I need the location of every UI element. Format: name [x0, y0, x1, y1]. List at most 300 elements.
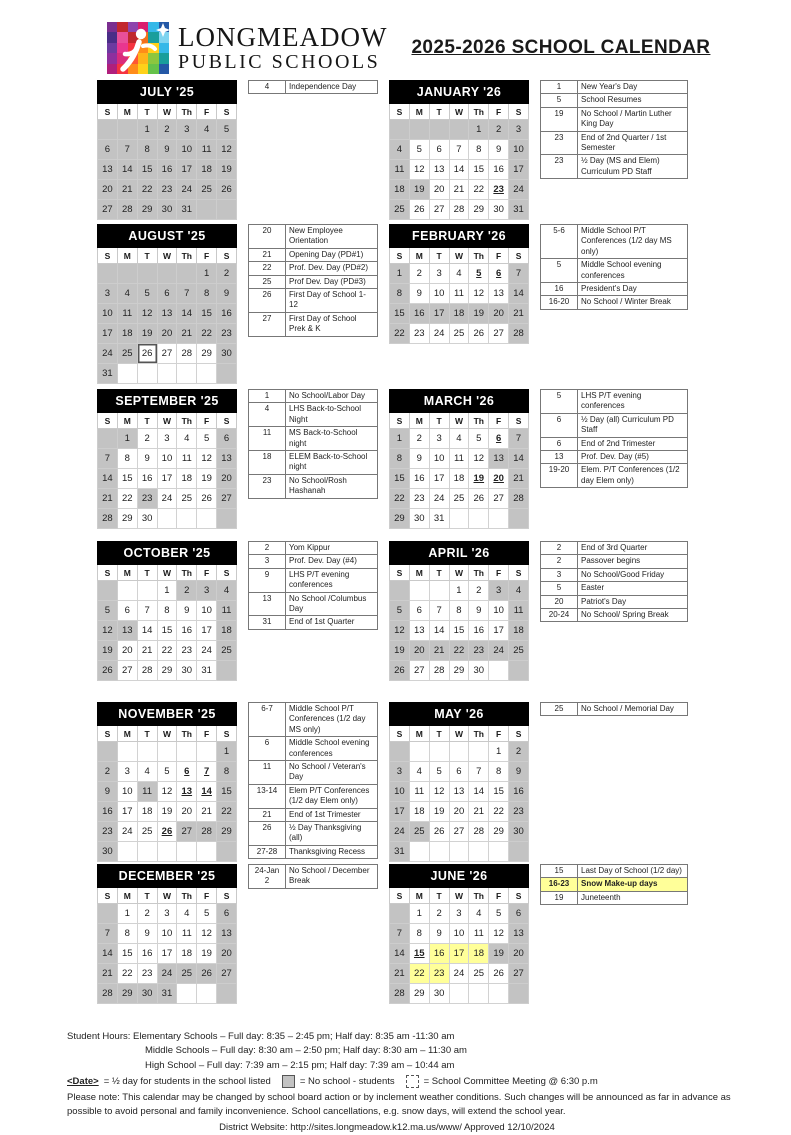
- day-cell: 10: [157, 924, 177, 944]
- day-cell: 4: [177, 429, 197, 449]
- day-of-week-header: T: [137, 888, 157, 904]
- day-cell: 15: [409, 944, 429, 964]
- day-cell: 18: [117, 324, 137, 344]
- day-cell: 13: [429, 160, 449, 180]
- day-cell: 1: [489, 742, 509, 762]
- note-text: No School/Good Friday: [578, 568, 688, 581]
- day-cell: 9: [98, 782, 118, 802]
- note-text: Thanksgiving Recess: [286, 845, 378, 858]
- day-cell: 29: [390, 509, 410, 529]
- month-title: OCTOBER '25: [98, 542, 237, 565]
- day-cell: 12: [197, 924, 217, 944]
- notes-slot-april: [540, 541, 688, 622]
- note-date: 16-20: [541, 296, 578, 309]
- day-cell: 23: [157, 180, 177, 200]
- day-cell: 30: [217, 344, 237, 364]
- day-of-week-header: W: [449, 726, 469, 742]
- day-of-week-header: W: [449, 104, 469, 120]
- day-cell: 20: [489, 304, 509, 324]
- day-cell: 26: [390, 661, 410, 681]
- day-cell: 19: [197, 944, 217, 964]
- day-cell: 6: [177, 762, 197, 782]
- note-date: 24-Jan 2: [249, 865, 286, 889]
- note-text: No School / Veteran's Day: [286, 760, 378, 784]
- day-cell: 9: [509, 762, 529, 782]
- day-of-week-header: M: [409, 248, 429, 264]
- day-of-week-header: S: [217, 248, 237, 264]
- day-cell: 11: [449, 284, 469, 304]
- day-cell: 14: [469, 782, 489, 802]
- day-cell: 21: [429, 641, 449, 661]
- day-cell: 15: [137, 160, 157, 180]
- day-of-week-header: S: [509, 726, 529, 742]
- day-cell: 30: [469, 661, 489, 681]
- note-text: First Day of School 1-12: [286, 288, 378, 312]
- day-cell: 8: [197, 284, 217, 304]
- month-calendar-august-25: [97, 224, 237, 384]
- day-cell: 28: [177, 344, 197, 364]
- note-date: 23: [541, 131, 578, 155]
- day-cell: 17: [390, 802, 410, 822]
- day-cell: 4: [449, 264, 469, 284]
- month-slot-march: [389, 389, 529, 529]
- month-slot-july: [97, 80, 237, 220]
- day-cell: 22: [157, 641, 177, 661]
- note-text: Easter: [578, 582, 688, 595]
- day-cell: 6: [117, 601, 137, 621]
- day-cell: 5: [137, 284, 157, 304]
- note-date: 5: [541, 390, 578, 414]
- month-title: FEBRUARY '26: [390, 225, 529, 248]
- day-cell: 2: [217, 264, 237, 284]
- note-text: First Day of School Prek & K: [286, 312, 378, 336]
- day-cell: [449, 984, 469, 1004]
- district-name-line1: LONGMEADOW: [178, 22, 388, 53]
- legend-date-label: <Date>: [67, 1075, 99, 1087]
- day-cell: 7: [98, 924, 118, 944]
- day-cell: 3: [509, 120, 529, 140]
- day-cell: 4: [197, 120, 217, 140]
- month-calendar-march-26: [389, 389, 529, 529]
- day-cell: 26: [157, 822, 177, 842]
- day-cell: 16: [217, 304, 237, 324]
- day-cell: 21: [117, 180, 137, 200]
- day-cell: 1: [390, 429, 410, 449]
- note-text: No School /Columbus Day: [286, 592, 378, 616]
- note-text: New Year's Day: [578, 81, 688, 94]
- note-text: No School / Winter Break: [578, 296, 688, 309]
- day-cell: [197, 984, 217, 1004]
- page-title: 2025-2026 SCHOOL CALENDAR: [411, 37, 711, 58]
- note-date: 21: [249, 248, 286, 261]
- day-cell: 3: [390, 762, 410, 782]
- day-cell: 5: [157, 762, 177, 782]
- day-cell: 19: [157, 802, 177, 822]
- day-cell: 13: [509, 924, 529, 944]
- day-cell: 15: [197, 304, 217, 324]
- day-cell: [157, 842, 177, 862]
- day-cell: 22: [449, 641, 469, 661]
- note-text: Elem. P/T Conferences (1/2 day Elem only): [578, 464, 688, 488]
- day-cell: 7: [98, 449, 118, 469]
- day-cell: [177, 364, 197, 384]
- day-of-week-header: F: [197, 888, 217, 904]
- day-cell: 12: [469, 449, 489, 469]
- note-date: 27-28: [249, 845, 286, 858]
- day-cell: 6: [217, 904, 237, 924]
- day-of-week-header: S: [217, 413, 237, 429]
- day-cell: 18: [197, 160, 217, 180]
- day-cell: 15: [449, 621, 469, 641]
- day-cell: 11: [469, 924, 489, 944]
- day-cell: 9: [409, 284, 429, 304]
- day-of-week-header: S: [217, 104, 237, 120]
- day-of-week-header: T: [429, 104, 449, 120]
- day-cell: [489, 842, 509, 862]
- day-cell: 23: [469, 641, 489, 661]
- student-hours-line-3: High School – Full day: 7:39 am – 2:15 pm; Half day: 7:39 am – 10:44 am: [145, 1059, 455, 1071]
- day-cell: 19: [489, 944, 509, 964]
- day-cell: 19: [137, 324, 157, 344]
- day-of-week-header: S: [509, 565, 529, 581]
- day-cell: [137, 264, 157, 284]
- day-of-week-header: F: [489, 888, 509, 904]
- day-cell: 8: [409, 924, 429, 944]
- note-text: Prof. Dev. Day (#4): [286, 555, 378, 568]
- day-cell: [469, 842, 489, 862]
- day-cell: [137, 364, 157, 384]
- month-calendar-september-25: [97, 389, 237, 529]
- day-of-week-header: M: [117, 248, 137, 264]
- day-cell: 9: [177, 601, 197, 621]
- day-cell: 27: [117, 661, 137, 681]
- day-cell: [489, 509, 509, 529]
- note-date: 5-6: [541, 225, 578, 259]
- day-cell: 17: [197, 621, 217, 641]
- day-cell: 16: [137, 469, 157, 489]
- day-cell: 6: [217, 429, 237, 449]
- day-cell: 13: [117, 621, 137, 641]
- day-cell: 23: [98, 822, 118, 842]
- day-of-week-header: Th: [469, 726, 489, 742]
- day-cell: 11: [509, 601, 529, 621]
- day-of-week-header: T: [137, 104, 157, 120]
- day-cell: 8: [117, 449, 137, 469]
- day-of-week-header: F: [197, 248, 217, 264]
- day-cell: [390, 904, 410, 924]
- district-logo: [107, 22, 169, 74]
- day-cell: 5: [217, 120, 237, 140]
- day-of-week-header: S: [98, 565, 118, 581]
- day-cell: 29: [197, 344, 217, 364]
- day-cell: 26: [137, 344, 157, 364]
- day-cell: 9: [469, 601, 489, 621]
- calendar-grid: [97, 80, 751, 1004]
- please-note-text: Please note: This calendar may be changed by school board action or by inclement weather conditions. Such changes will be announced as far in advance as possible to avoid personal and family inconvenience. School cancellations, e.g. snow days, will extend the school year.: [67, 1092, 731, 1118]
- day-cell: 24: [197, 641, 217, 661]
- day-cell: 23: [217, 324, 237, 344]
- day-cell: 9: [489, 140, 509, 160]
- day-cell: [429, 120, 449, 140]
- day-cell: 2: [409, 264, 429, 284]
- day-cell: 10: [117, 782, 137, 802]
- day-cell: [409, 742, 429, 762]
- day-of-week-header: Th: [469, 413, 489, 429]
- day-cell: 19: [197, 469, 217, 489]
- note-text: ½ Day (MS and Elem) Curriculum PD Staff: [578, 155, 688, 179]
- day-cell: 3: [197, 581, 217, 601]
- day-of-week-header: S: [217, 888, 237, 904]
- note-date: 27: [249, 312, 286, 336]
- note-date: 9: [249, 568, 286, 592]
- day-cell: 26: [98, 661, 118, 681]
- day-of-week-header: S: [217, 565, 237, 581]
- day-cell: 12: [390, 621, 410, 641]
- day-cell: 9: [137, 449, 157, 469]
- day-cell: 6: [98, 140, 118, 160]
- day-cell: 11: [409, 782, 429, 802]
- note-text: Middle School evening conferences: [286, 737, 378, 761]
- day-cell: 20: [409, 641, 429, 661]
- day-of-week-header: M: [409, 413, 429, 429]
- note-text: LHS P/T evening conferences: [286, 568, 378, 592]
- day-cell: 18: [509, 621, 529, 641]
- day-cell: 25: [449, 489, 469, 509]
- day-cell: 23: [177, 641, 197, 661]
- day-cell: 27: [429, 200, 449, 220]
- day-cell: 29: [137, 200, 157, 220]
- day-cell: 28: [449, 200, 469, 220]
- day-of-week-header: F: [489, 104, 509, 120]
- day-cell: 21: [469, 802, 489, 822]
- day-of-week-header: T: [137, 413, 157, 429]
- notes-table-june-26: [540, 864, 688, 905]
- day-cell: 27: [157, 344, 177, 364]
- day-cell: [409, 120, 429, 140]
- day-of-week-header: W: [157, 565, 177, 581]
- day-cell: 8: [390, 449, 410, 469]
- day-cell: 30: [509, 822, 529, 842]
- day-cell: 6: [157, 284, 177, 304]
- day-cell: 30: [137, 509, 157, 529]
- month-calendar-february-26: [389, 224, 529, 344]
- day-of-week-header: S: [217, 726, 237, 742]
- day-of-week-header: T: [137, 565, 157, 581]
- day-of-week-header: W: [449, 565, 469, 581]
- day-cell: 21: [177, 324, 197, 344]
- day-cell: 8: [489, 762, 509, 782]
- day-of-week-header: T: [137, 248, 157, 264]
- note-date: 26: [249, 288, 286, 312]
- day-cell: 12: [98, 621, 118, 641]
- day-cell: 14: [449, 160, 469, 180]
- day-cell: 7: [117, 140, 137, 160]
- note-date: 2: [541, 542, 578, 555]
- day-cell: 7: [177, 284, 197, 304]
- day-cell: 24: [117, 822, 137, 842]
- day-cell: 15: [157, 621, 177, 641]
- day-cell: [449, 509, 469, 529]
- day-of-week-header: S: [390, 726, 410, 742]
- note-date: 6: [541, 413, 578, 437]
- day-cell: 24: [157, 489, 177, 509]
- day-cell: 4: [409, 762, 429, 782]
- day-of-week-header: S: [509, 104, 529, 120]
- day-cell: 8: [217, 762, 237, 782]
- day-cell: 15: [390, 304, 410, 324]
- day-cell: 28: [390, 984, 410, 1004]
- day-cell: 1: [197, 264, 217, 284]
- day-cell: 2: [137, 904, 157, 924]
- day-cell: 9: [217, 284, 237, 304]
- day-cell: 13: [449, 782, 469, 802]
- day-cell: 31: [509, 200, 529, 220]
- day-of-week-header: W: [157, 248, 177, 264]
- day-cell: 21: [509, 304, 529, 324]
- page-footer: [67, 1030, 751, 1135]
- day-cell: 22: [197, 324, 217, 344]
- note-text: Last Day of School (1/2 day): [578, 865, 688, 878]
- day-cell: 15: [117, 469, 137, 489]
- day-cell: 20: [509, 944, 529, 964]
- day-cell: [177, 264, 197, 284]
- month-title: JANUARY '26: [390, 81, 529, 104]
- day-cell: 13: [217, 449, 237, 469]
- notes-slot-december: [248, 864, 378, 889]
- day-cell: [217, 509, 237, 529]
- day-cell: 16: [509, 782, 529, 802]
- day-cell: [429, 842, 449, 862]
- day-cell: 11: [197, 140, 217, 160]
- day-cell: 10: [429, 449, 449, 469]
- notes-table-july-25: [248, 80, 378, 94]
- day-cell: [98, 904, 118, 924]
- day-of-week-header: T: [137, 726, 157, 742]
- day-cell: 1: [390, 264, 410, 284]
- notes-slot-march: [540, 389, 688, 488]
- day-cell: 16: [98, 802, 118, 822]
- day-of-week-header: F: [197, 726, 217, 742]
- day-cell: 28: [98, 984, 118, 1004]
- day-cell: 30: [409, 509, 429, 529]
- day-cell: 29: [449, 661, 469, 681]
- note-text: End of 1st Trimester: [286, 808, 378, 821]
- day-cell: 19: [217, 160, 237, 180]
- day-cell: [98, 120, 118, 140]
- day-cell: 6: [409, 601, 429, 621]
- day-cell: 5: [98, 601, 118, 621]
- day-cell: 24: [157, 964, 177, 984]
- note-date: 6: [541, 437, 578, 450]
- day-cell: [390, 742, 410, 762]
- day-cell: 10: [98, 304, 118, 324]
- day-cell: 4: [509, 581, 529, 601]
- day-cell: 26: [469, 324, 489, 344]
- note-date: 11: [249, 760, 286, 784]
- day-cell: [157, 264, 177, 284]
- day-cell: [217, 364, 237, 384]
- month-calendar-january-26: [389, 80, 529, 220]
- legend-half-day-text: = ½ day for students in the school listed: [103, 1075, 271, 1087]
- day-of-week-header: T: [429, 726, 449, 742]
- day-cell: 20: [429, 180, 449, 200]
- note-date: 4: [249, 403, 286, 427]
- day-cell: 28: [137, 661, 157, 681]
- day-cell: 27: [409, 661, 429, 681]
- month-calendar-october-25: [97, 541, 237, 681]
- day-cell: 8: [157, 601, 177, 621]
- day-of-week-header: Th: [177, 104, 197, 120]
- day-cell: 1: [469, 120, 489, 140]
- day-of-week-header: T: [429, 413, 449, 429]
- day-of-week-header: S: [509, 888, 529, 904]
- band-nov-may: [97, 702, 751, 862]
- day-of-week-header: F: [489, 248, 509, 264]
- day-cell: 8: [137, 140, 157, 160]
- month-calendar-december-25: [97, 864, 237, 1004]
- day-cell: 30: [98, 842, 118, 862]
- day-cell: 20: [217, 944, 237, 964]
- day-cell: 9: [429, 924, 449, 944]
- note-date: 26: [249, 821, 286, 845]
- day-cell: 10: [157, 449, 177, 469]
- month-title: DECEMBER '25: [98, 865, 237, 888]
- legend-committee-text: = School Committee Meeting @ 6:30 p.m: [423, 1075, 598, 1087]
- day-cell: [117, 842, 137, 862]
- day-cell: 17: [177, 160, 197, 180]
- day-of-week-header: M: [117, 565, 137, 581]
- day-cell: [429, 742, 449, 762]
- note-date: 13-14: [249, 784, 286, 808]
- day-of-week-header: M: [409, 888, 429, 904]
- day-cell: 29: [469, 200, 489, 220]
- day-cell: 17: [429, 304, 449, 324]
- note-text: Passover begins: [578, 555, 688, 568]
- notes-table-january-26: [540, 80, 688, 179]
- note-date: 25: [249, 275, 286, 288]
- day-cell: [117, 581, 137, 601]
- note-text: Snow Make-up days: [578, 878, 688, 891]
- day-cell: [137, 581, 157, 601]
- day-cell: 25: [197, 180, 217, 200]
- day-cell: 10: [197, 601, 217, 621]
- day-cell: 6: [489, 429, 509, 449]
- day-cell: 31: [197, 661, 217, 681]
- month-calendar-may-26: [389, 702, 529, 862]
- day-of-week-header: W: [157, 726, 177, 742]
- day-cell: 10: [177, 140, 197, 160]
- day-cell: 7: [509, 264, 529, 284]
- notes-table-october-25: [248, 541, 378, 630]
- day-cell: 28: [117, 200, 137, 220]
- day-cell: 27: [509, 964, 529, 984]
- day-cell: [449, 742, 469, 762]
- day-cell: 15: [489, 782, 509, 802]
- day-cell: [509, 661, 529, 681]
- day-cell: 22: [469, 180, 489, 200]
- note-text: Independence Day: [286, 81, 378, 94]
- month-slot-february: [389, 224, 529, 344]
- day-cell: 9: [137, 924, 157, 944]
- day-cell: 12: [217, 140, 237, 160]
- day-cell: [489, 984, 509, 1004]
- notes-table-november-25: [248, 702, 378, 859]
- day-cell: 24: [449, 964, 469, 984]
- day-cell: 13: [98, 160, 118, 180]
- day-cell: 2: [409, 429, 429, 449]
- notes-table-december-25: [248, 864, 378, 889]
- day-cell: 2: [157, 120, 177, 140]
